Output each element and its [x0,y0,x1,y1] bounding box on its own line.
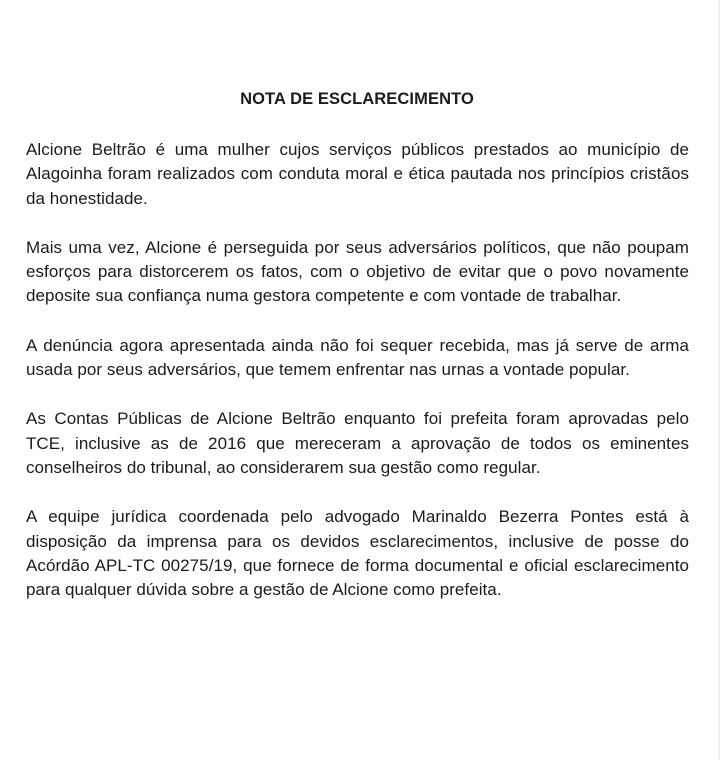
paragraph-3: A denúncia agora apresentada ainda não foi sequer recebida, mas já serve de arma usada por seus adversários, que temem enfrentar nas urnas a vontade popular. [26,335,689,380]
paragraph-5: A equipe jurídica coordenada pelo advogado Marinaldo Bezerra Pontes está à disposição da imprensa para os devidos esclarecimentos, inclusive de posse do Acórdão APL-TC 00275/19, que fornece de forma documental e oficial esclarecimento para qualquer dúvida sobre a gestão de Alcione como prefeita. [26,507,689,600]
document-title: NOTA DE ESCLARECIMENTO [240,90,474,108]
paragraph-2: Mais uma vez, Alcione é perseguida por seus adversários políticos, que não poupam esforços para distorcerem os fatos, com o objetivo de evitar que o povo novamente deposite sua confiança numa gestora competente e com vontade de trabalhar. [26,237,689,306]
paragraph-4: As Contas Públicas de Alcione Beltrão enquanto foi prefeita foram aprovadas pelo TCE, inclusive as de 2016 que mereceram a aprovação de todos os eminentes conselheiros do tribunal, ao considerarem sua gestão como regular. [26,409,689,477]
document-body [26,138,689,627]
paragraph-1: Alcione Beltrão é uma mulher cujos serviços públicos prestados ao município de Alagoinha foram realizados com conduta moral e ética pautada nos princípios cristãos da honestidade. [26,140,689,208]
